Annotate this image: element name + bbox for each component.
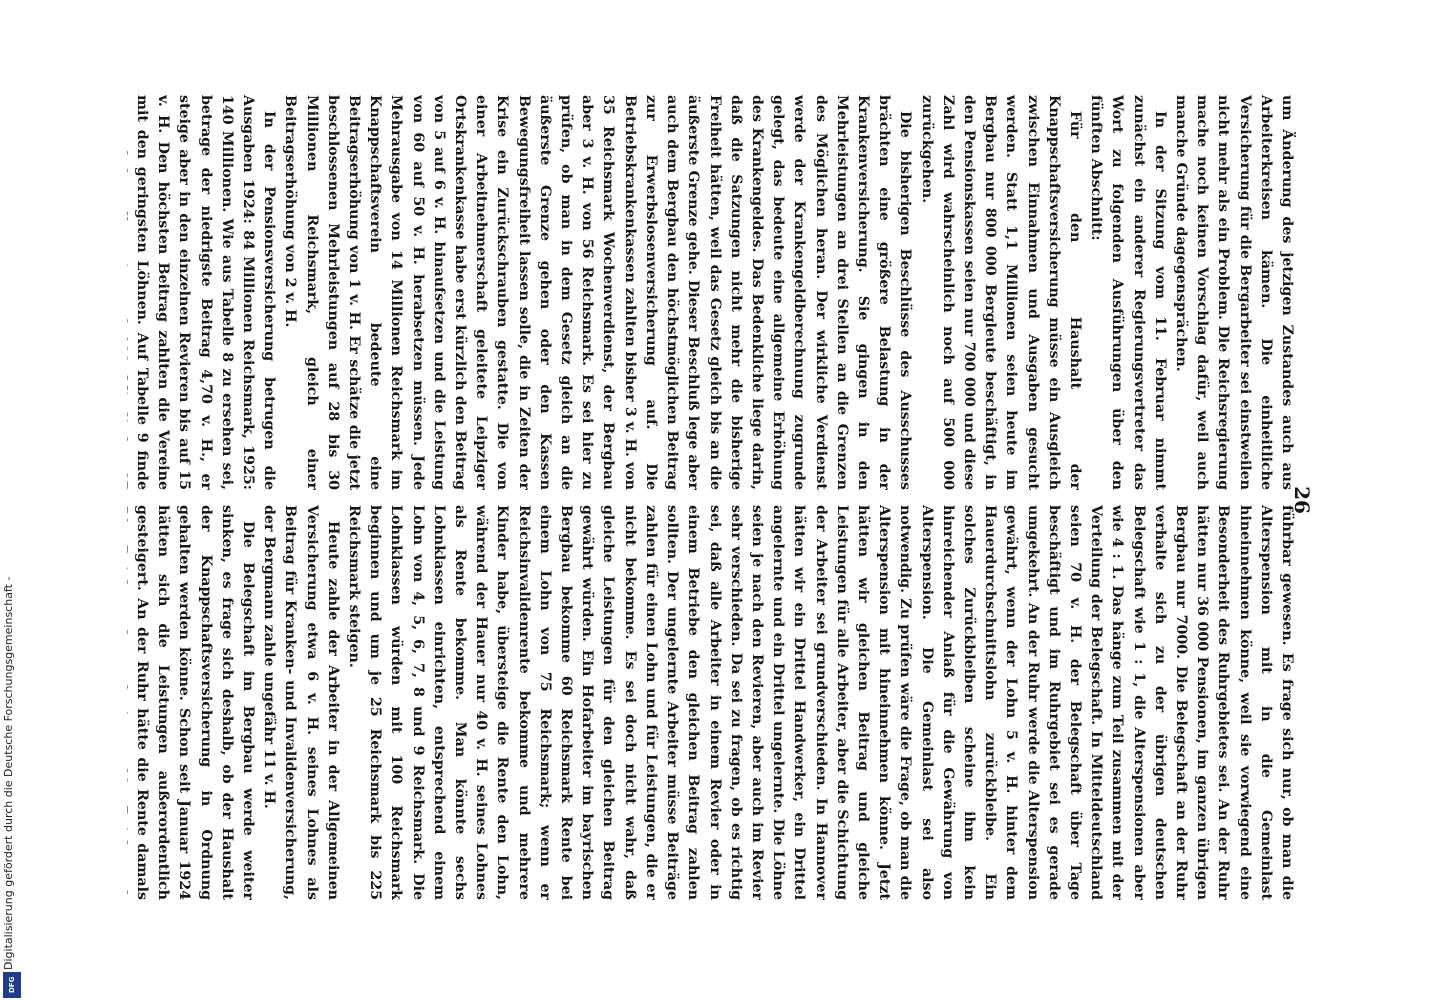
page-number: 26 [1290, 486, 1314, 514]
dfg-logo: DFG [3, 972, 21, 998]
digitization-credit [0, 0, 24, 1000]
paragraph: führbar gewesen. Es frage sich nur, ob man die Alterspension mit in die Gemeinlast hineinnehmen könne, weil sie vorwiegend eine Besonderheit des Ruhrgebietes sei. An der Ruhr hätten nur 36 000 Pensionen, im ganzen übrigen Bergbau nur 7000. Die Belegschaft an der Ruhr verhalte sich zu der übrigen deutschen Belegschaft wie 1 : 1, die Alterspensionen aber wie 4 : 1. Das hänge zum Teil zusammen mit der Verteilung der Belegschaft. In Mitteldeutschland seien 70 v. H. der Belegschaft über Tage beschäftigt und im Ruhrgebiet sei es gerade umgekehrt. An der Ruhr werde die Alterspension gewährt, wenn der Lohn 5 v. H. hinter dem Hauerdurchschnittslohn zurückbleibe. Ein solches Zurückbleiben scheine ihm kein hinreichender Anlaß für die Gewährung von Alterspension. Die Gemeinlast sei also notwendig. Zu prüfen wäre die Frage, ob man die Alterspension mit hineinnehmen könne. Jetzt hätten wir gleichen Beitrag und gleiche Leistungen für alle Arbeiter, aber die Schichtung der Arbeiter sei grundverschieden. In Hannover hätten wir ein Drittel Handwerker, ein Drittel angelernte und ein Drittel ungelernte. Die Löhne seien je nach den Revieren, aber auch im Revier sehr verschieden. Da sei zu fragen, ob es richtig sei, daß alle Arbeiter in einem Revier oder in einem Betriebe den gleichen Beitrag zahlen sollten. Der ungelernte Arbeiter müsse Beiträge zahlen für einen Lohn und für Leistungen, die er nicht bekomme. Es sei doch nicht wahr, daß gleiche Leistungen für den gleichen Beitrag gewährt würden. Ein Hofarbeiter im bayrischen Bergbau bekomme 60 Reichsmark Rente bei einem Lohn von 75 Reichsmark; wenn er Reichsinvalidenrente bekomme und mehrere Kinder habe, übersteige die Rente den Lohn, während der Hauer nur 40 v. H. seines Lohnes als Rente bekomme. Man könnte sechs Lohnklassen einrichten, entsprechend einem Lohn von 4, 5, 6, 7, 8 und 9 Reichsmark. Die Lohnklassen würden mit 100 Reichsmark beginnen und um je 25 Reichsmark bis 225 Reichsmark steigen. [346, 505, 1295, 900]
paragraph: Heute zahle der Arbeiter in der Allgemeinen Versicherung etwa 6 v. H. seines Lohnes als Beitrag für Kranken- und Invalidenversicherung, der Bergmann zahle ungefähr 11 v. H. [261, 505, 341, 900]
right-text-column [127, 505, 1297, 900]
paragraph: Die Belegschaft im Bergbau werde weiter sinken, es frage sich deshalb, ob der Haushalt der Knappschaftsversicherung in Ordnung gehalten werden könne. Schon seit Januar 1924 hätten sich die Leistungen außerordentlich gesteigert. An der Ruhr hätte die Rente damals [134, 505, 257, 900]
paragraph: In der Sitzung vom 11. Februar nimmt zunächst ein anderer Regierungsvertreter das Wort zu folgenden Ausführungen über den fünften Abschnitt: [1088, 95, 1168, 490]
left-text-column [127, 95, 1297, 490]
paragraph: Für den Haushalt der Knappschaftsversicherung müsse ein Ausgleich zwischen Einnahmen und Ausgaben gesucht werden. Statt 1,1 Millionen seien heute im Bergbau nur 800 000 Bergleute beschäftigt, in den Pensionskassen seien nur 700 000 und diese Zahl wird wahrscheinlich noch auf 500 000 zurückgehen. [918, 95, 1083, 490]
funding-note: Digitalisierung gefördert durch die Deutsche Forschungsgemeinschaft - [2, 576, 15, 970]
paragraph: In der Pensionsversicherung betrugen die Ausgaben 1924: 84 Millionen Reichsmark, 1925: 140 Millionen. Wie aus Tabelle 8 zu ersehen sei, betrage der niedrigste Beitrag 4,70 v. H., er steige aber in den einzelnen Revieren bis auf 15 v. H. Den höchsten Beitrag zahlten die Vereine mit den geringsten Löhnen. Auf Tabelle 9 finde [134, 95, 278, 490]
paragraph: Die bisherigen Beschlüsse des Ausschusses brächten eine größere Belastung in der Krankenversicherung. Sie gingen in den Mehrleistungen an drei Stellen an die Grenzen des Möglichen heran. Der wirkliche Verdienst werde der Krankengeldberechnung zugrunde gelegt, das bedeute eine allgemeine Erhöhung des Krankengeldes. Das Bedenkliche liege darin, daß die Satzungen nicht mehr die bisherige Freiheit hätten, weil das Gesetz gleich bis an die äußerste Grenze gehe. Dieser Beschluß lege aber auch dem Bergbau den höchstmöglichen Beitrag zur Erwerbslosenversicherung auf. Die Betriebskrankenkassen zahlten bisher 3 v. H. von 35 Reichsmark Wochenverdienst, der Bergbau aber 3 v. H. von 56 Reichsmark. Es sei hier zu prüfen, ob man in dem Gesetz gleich an die äußerste Grenze gehen oder den Kassen Bewegungsfreiheit lassen solle, die in Zeiten der Krise ein Zurückschrauben gestatte. Die von einer Arbeitnehmerschaft geleitete Leipziger Ortskrankenkasse habe erst kürzlich den Beitrag von 5 auf 6 v. H. hinaufsetzen und die Leistung von 60 auf 50 v. H. herabsetzen müssen. Jede Mehrausgabe von 14 Millionen Reichsmark im Knappschaftsverein bedeute eine Beitragserhöhung von 1 v. H. Er schätze die jetzt beschlossenen Mehrleistungen auf 28 bis 30 Millionen Reichsmark, gleich einer Beitragserhöhung von 2 v. H. [282, 95, 914, 490]
paragraph: um Änderung des jetzigen Zustandes auch aus Arbeiterkreisen kämen. Die einheitliche Versicherung für die Bergarbeiter sei einstweilen nicht mehr als ein Problem. Die Reichsregierung mache noch keinen Vorschlag dafür, weil auch manche Gründe dagegensprächen. [1172, 95, 1295, 490]
